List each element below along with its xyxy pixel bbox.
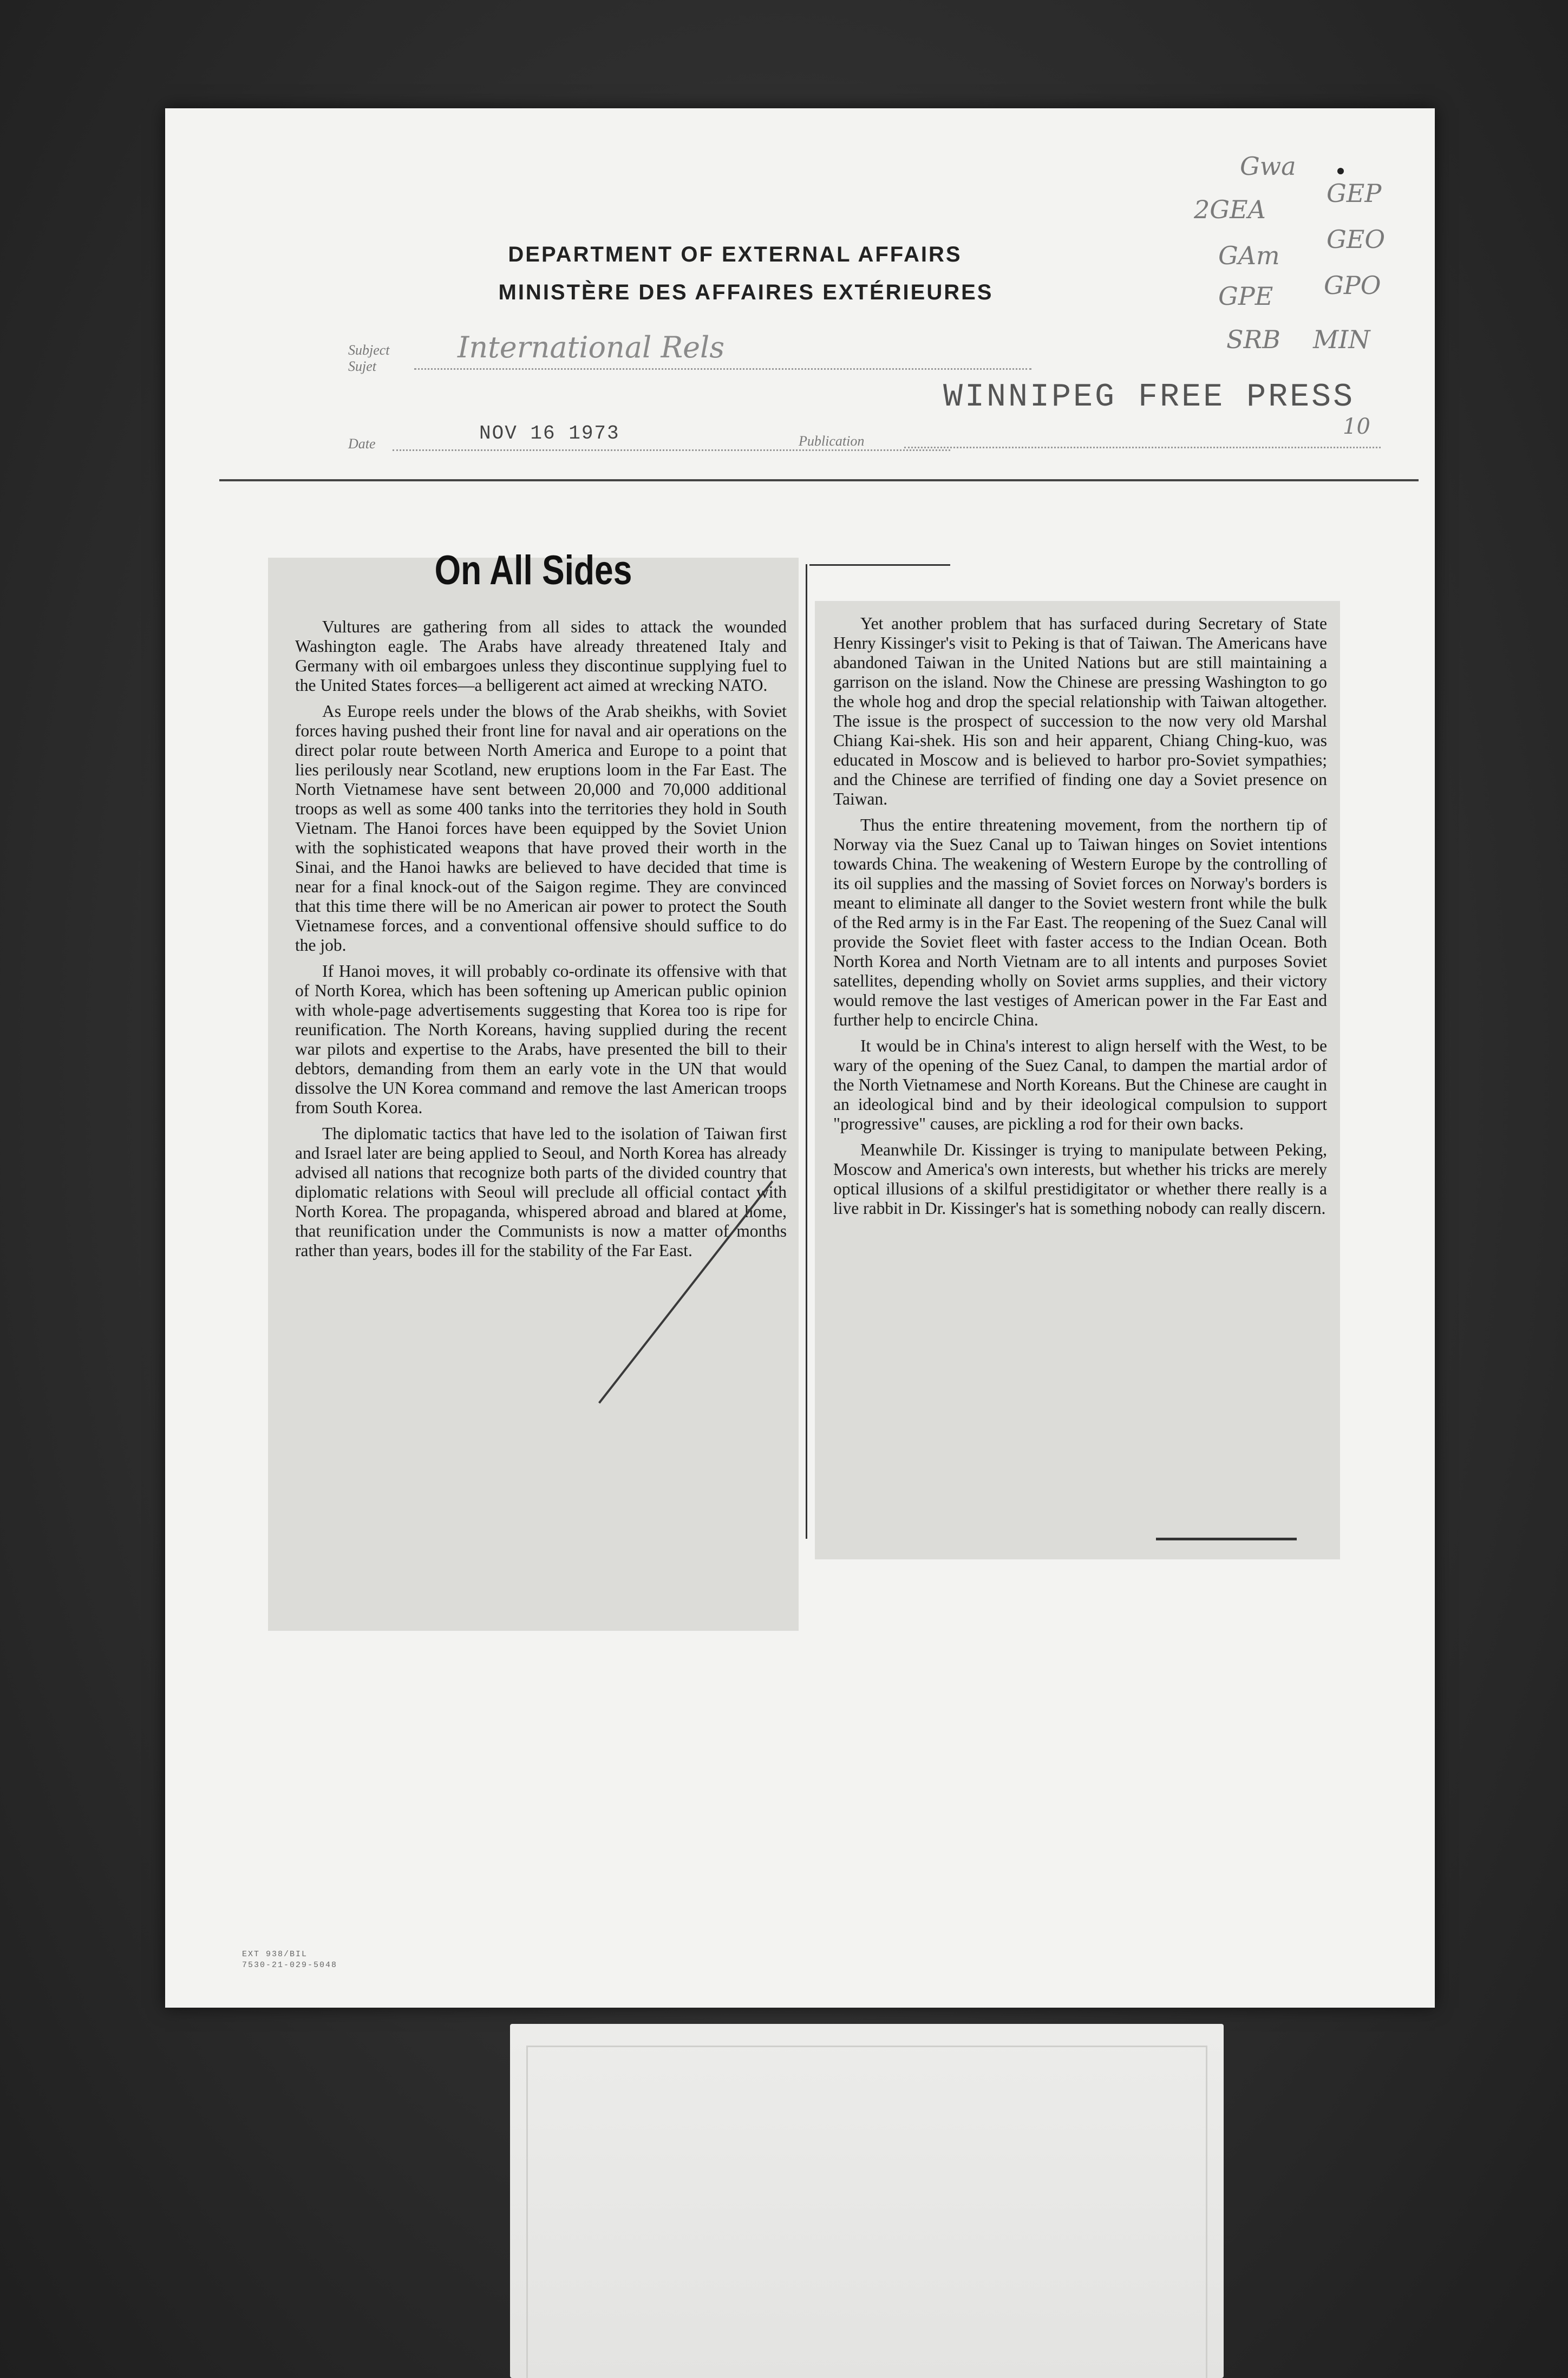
date-label: Date [348,436,376,452]
routing-code: GPO [1324,271,1381,300]
form-code [242,1949,337,1971]
publication-line [904,447,1381,448]
subject-label-en: Subject [348,342,390,358]
routing-code: GAm [1218,241,1280,270]
publication-label: Publication [799,433,865,449]
subject-label-fr: Sujet [348,358,376,374]
article-left-column [268,547,799,1631]
article-paragraph: Thus the entire threatening movement, from the northern tip of Norway via the Suez Canal up to Taiwan hinges on Soviet intentions towards China. The weakening of Western Europe by the controlling of its oil supplies and the massing of Soviet forces on Norway's borders is meant to eliminate all danger to the Soviet western front while the bulk of the Red army is in the Far East. The reopening of the Suez Canal will provide the Soviet fleet with faster access to the Indian Ocean. Both North Korea and North Vietnam are to all intents and purposes Soviet satellites, depending wholly on Soviet arms supplies, and their victory would remove the last vestiges of American power in the Far East and further help to encircle China. [833,815,1327,1029]
routing-code: Gwa [1240,152,1296,181]
article-paragraph: Vultures are gathering from all sides to attack the wounded Washington eagle. The Arabs have already threatened Italy and Germany with oil embargoes unless they discontinue supplying fuel to the United States forces—a belligerent act aimed at wrecking NATO. [295,617,787,695]
date-line [393,449,950,451]
newspaper-clipping [268,547,1340,1630]
column-divider [806,564,807,1539]
clipping-form-page [165,108,1435,2008]
article-headline: On All Sides [434,547,632,593]
form-code-line: 7530-21-029-5048 [242,1961,338,1970]
publication-stamp: WINNIPEG FREE PRESS [943,379,1355,416]
routing-code: GEP [1327,179,1382,208]
article-paragraph: Meanwhile Dr. Kissinger is trying to manipulate between Peking, Moscow and America's own interests, but whether his tricks are merely optical illusions of a skilful prestidigitator or whether there really is a live rabbit in Dr. Kissinger's hat is something nobody can really discern. [833,1140,1327,1218]
subject-line [414,368,1031,370]
article-paragraph: It would be in China's interest to align herself with the West, to be wary of the opening of the Suez Canal, to dampen the martial ardor of the North Vietnamese and North Koreans. But the Chinese are caught in an ideological bind and by their ideological compulsion to support "progressive" causes, are pickling a rod for their own backs. [833,1036,1327,1133]
routing-code: MIN [1313,325,1370,354]
department-name-french: MINISTÈRE DES AFFAIRES EXTÉRIEURES [498,280,994,304]
routing-code: 2GEA [1194,195,1266,224]
header-rule [219,479,1419,481]
page-number: 10 [1343,414,1370,439]
article-paragraph: Yet another problem that has surfaced during Secretary of State Henry Kissinger's visit to Peking is that of Taiwan. The Americans have abandoned Taiwan in the United Nations but are still maintaining a garrison on the island. Now the Chinese are pressing Washington to go the whole hog and drop the special relationship with Taiwan altogether. The issue is the prospect of succession to the now very old Marshal Chiang Kai-shek. His son and heir apparent, Chiang Ching-kuo, was educated in Moscow and is believed to harbor pro-Soviet sympathies; and the Chinese are terrified of finding one day a Soviet presence on Taiwan. [833,614,1327,808]
folder-tab [510,2024,1224,2378]
folder-tab-inner [526,2046,1207,2378]
date-stamp: NOV 16 1973 [479,422,620,445]
subject-value: International Rels [458,330,725,364]
routing-code: GEO [1327,225,1386,254]
article-end-rule [1156,1538,1297,1540]
column-top-rule [809,564,950,566]
routing-code: GPE [1218,282,1273,311]
department-name-english: DEPARTMENT OF EXTERNAL AFFAIRS [508,243,962,266]
article-right-column [815,601,1340,1559]
form-code-line: EXT 938/BIL [242,1950,308,1959]
article-paragraph: The diplomatic tactics that have led to the isolation of Taiwan first and Israel later are being applied to Seoul, and North Korea has already advised all nations that recognize both parts of the divided country that diplomatic relations with Seoul will preclude all official contact with North Korea. The propaganda, whispered abroad and blared at home, that reunification under the Communists is now a matter of months rather than years, bodes ill for the stability of the Far East. [295,1124,787,1260]
article-paragraph: As Europe reels under the blows of the Arab sheikhs, with Soviet forces having pushed their front line for naval and air operations on the direct polar route between North America and Europe to a point that lies perilously near Scotland, new eruptions loom in the Far East. The North Vietnamese have sent between 20,000 and 70,000 additional troops as well as some 400 tanks into the territories they hold in South Vietnam. The Hanoi forces have been equipped by the Soviet Union with the sophisticated weapons that have proved their worth in the Sinai, and the Hanoi hawks are believed to have decided that time is near for a final knock-out of the Saigon regime. They are convinced that this time there will be no American air power to protect the South Vietnamese forces, and a conventional offensive should suffice to do the job. [295,702,787,955]
ink-dot [1337,168,1344,174]
article-paragraph: If Hanoi moves, it will probably co-ordinate its offensive with that of North Korea, which has been softening up American public opinion with whole-page advertisements suggesting that Korea too is ripe for reunification. The North Koreans, having supplied during the recent war pilots and expertise to the Arabs, have presented the bill to their debtors, demanding from them an early vote in the UN that would dissolve the UN Korea command and remove the last American troops from South Korea. [295,962,787,1117]
routing-code: SRB [1226,325,1280,354]
